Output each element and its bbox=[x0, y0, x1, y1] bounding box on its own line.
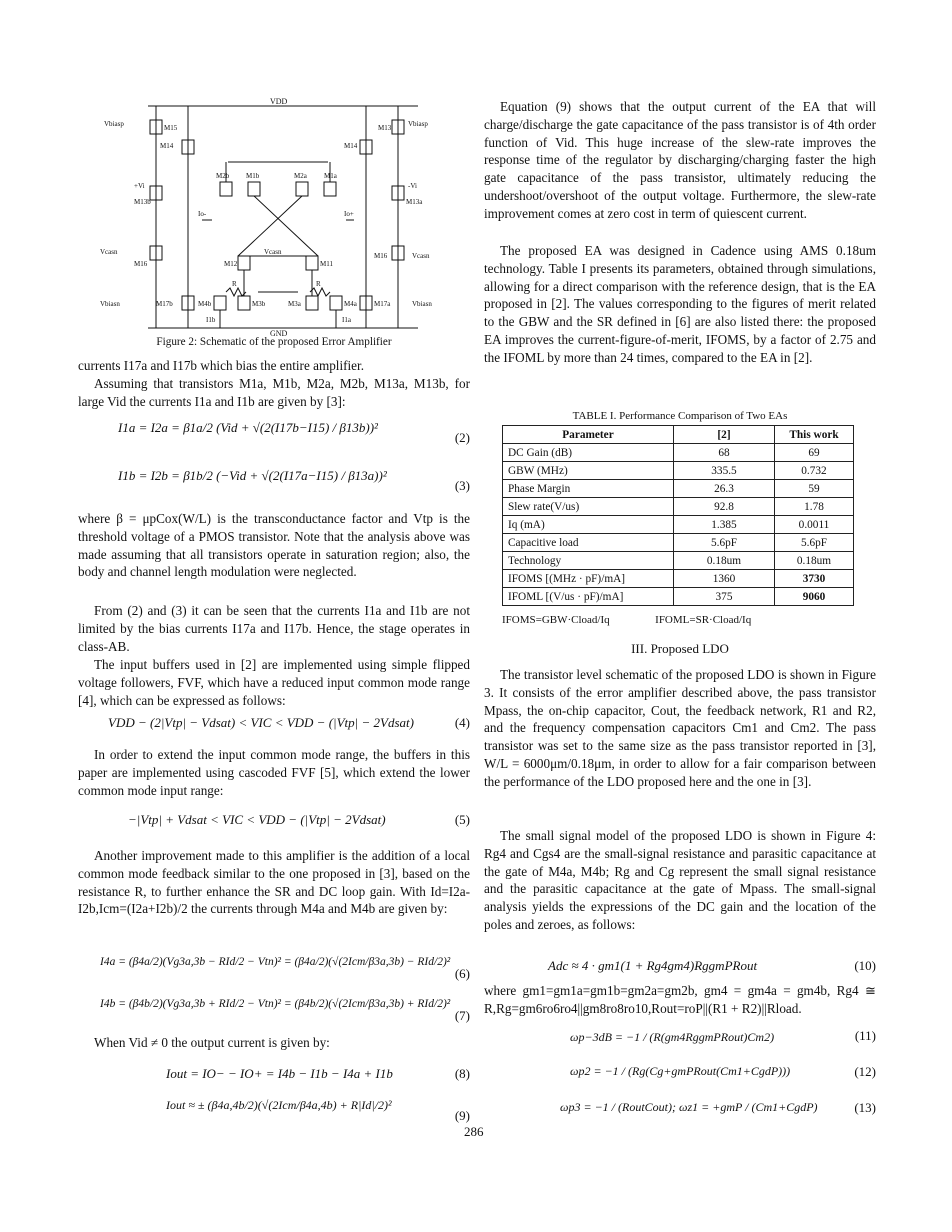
label-m17a: M17a bbox=[374, 300, 391, 308]
paragraph: Equation (9) shows that the output current of the EA that will charge/discharge the gate capacitance of the pass transistor is of 4th order function of Vid. This huge increase of the slew-rate improves the response time of the regulator by discharging/charging faster the high gate capacitance of the pass transistor, ultimately reducing the undershoot/overshoot of the output voltage. Furthermore, the slew-rate improvement comes at zero cost in term of quiescent current. bbox=[484, 99, 876, 221]
label-m1b: M1b bbox=[246, 172, 260, 180]
paragraph: In order to extend the input common mode range, the buffers in this paper are implemented using cascoded FVF [5], which extend the lower common mode input range: bbox=[78, 747, 470, 798]
table-cell: GBW (MHz) bbox=[503, 462, 674, 480]
label-r2: R bbox=[316, 280, 321, 288]
performance-table bbox=[502, 425, 854, 606]
table-cell: IFOMS [(MHz · pF)/mA] bbox=[503, 570, 674, 588]
table-footnote bbox=[502, 614, 842, 626]
equation-9: Iout ≈ ± (β4a,4b/2)(√(2Icm/β4a,4b) + R|Id|/2)² (9) bbox=[166, 1098, 470, 1123]
label-io-minus: Io- bbox=[198, 210, 207, 218]
equation-2: I1a = I2a = β1a/2 (Vid + √(2(I17b−I15) / β13b))² (2) bbox=[118, 420, 470, 445]
footnote-ifoms: IFOMS=GBW·Cload/Iq bbox=[502, 614, 610, 626]
label-i1b: I1b bbox=[206, 316, 216, 324]
label-m1a: M1a bbox=[324, 172, 337, 180]
label-vcasn-right: Vcasn bbox=[412, 252, 430, 260]
label-vbiasp-right: Vbiasp bbox=[408, 120, 428, 128]
table-cell: 0.0011 bbox=[775, 516, 854, 534]
label-vbiasp-left: Vbiasp bbox=[104, 120, 124, 128]
table-cell: 1.78 bbox=[775, 498, 854, 516]
label-m3a: M3a bbox=[288, 300, 301, 308]
figure-caption: Figure 2: Schematic of the proposed Error Amplifier bbox=[156, 336, 392, 348]
label-m2b: M2b bbox=[216, 172, 230, 180]
equation-10: Adc ≈ 4 · gm1(1 + Rg4gm4)RggmPRout (10) bbox=[548, 958, 876, 973]
equation-13: ωp3 = −1 / (RoutCout); ωz1 = +gmP / (Cm1+CgdP) (13) bbox=[560, 1100, 876, 1115]
table-row bbox=[503, 552, 854, 570]
paragraph: where β = μpCox(W/L) is the transconductance factor and Vtp is the threshold voltage of a PMOS transistor. Note that the analysis above was made assuming that all transistors operate in saturation region; also, the body and channel length modulation were neglected. bbox=[78, 511, 470, 580]
table-row bbox=[503, 570, 854, 588]
table-row bbox=[503, 444, 854, 462]
label-m13a: M13a bbox=[406, 198, 423, 206]
table-cell: 1.385 bbox=[674, 516, 775, 534]
paragraph: Assuming that transistors M1a, M1b, M2a, M2b, M13a, M13b, for large Vid the currents I1a and I1b are given by [3]: bbox=[78, 376, 470, 409]
table-row bbox=[503, 588, 854, 606]
equation-12: ωp2 = −1 / (Rg(Cg+gmPRout(Cm1+CgdP))) (12) bbox=[570, 1064, 876, 1079]
label-m2a: M2a bbox=[294, 172, 307, 180]
table-cell: 68 bbox=[674, 444, 775, 462]
label-m12: M12 bbox=[224, 260, 238, 268]
footnote-ifoml: IFOML=SR·Cload/Iq bbox=[655, 614, 752, 626]
table-header: Parameter bbox=[503, 426, 674, 444]
label-m17b: M17b bbox=[156, 300, 173, 308]
label-m13b: M13b bbox=[134, 198, 151, 206]
table-cell: Iq (mA) bbox=[503, 516, 674, 534]
equation-11: ωp−3dB = −1 / (R(gm4RggmPRout)Cm2) (11) bbox=[570, 1028, 876, 1044]
label-m14: M14 bbox=[160, 142, 174, 150]
label-vcasn-center: Vcasn bbox=[264, 248, 282, 256]
table-header-row bbox=[503, 426, 854, 444]
paragraph: When Vid ≠ 0 the output current is given by: bbox=[94, 1035, 330, 1050]
page-number: 286 bbox=[464, 1124, 484, 1139]
equation-7: I4b = (β4b/2)(Vg3a,3b + RId/2 − Vtn)² = (β4b/2)(√(2Icm/β3a,3b) + RId/2)² (7) bbox=[100, 998, 470, 1023]
table-cell: Capacitive load bbox=[503, 534, 674, 552]
paragraph: The transistor level schematic of the proposed LDO is shown in Figure 3. It consists of the error amplifier described above, the pass transistor Mpass, the on-chip capacitor, Cout, the feedback network, R1 and R2, and the frequency compensation capacitors Cm1 and Cm2. The pass transistor was set to the same size as the pass transistor reported in [3], W/L = 6000μm/0.18μm, in order to allow for a fair comparison between the performance of the LDO proposed here and the one in [3]. bbox=[484, 667, 876, 789]
paragraph: currents I17a and I17b which bias the entire amplifier. bbox=[78, 358, 364, 373]
table-cell: 69 bbox=[775, 444, 854, 462]
equation-3: I1b = I2b = β1b/2 (−Vid + √(2(I17a−I15) / β13a))² (3) bbox=[118, 468, 470, 493]
label-m14r: M14 bbox=[344, 142, 358, 150]
table-row bbox=[503, 516, 854, 534]
vdd-label: VDD bbox=[270, 97, 288, 106]
table-cell: IFOML [(V/us · pF)/mA] bbox=[503, 588, 674, 606]
table-cell: 0.732 bbox=[775, 462, 854, 480]
label-vin: -Vi bbox=[408, 182, 417, 190]
table-cell: Slew rate(V/us) bbox=[503, 498, 674, 516]
table-row bbox=[503, 480, 854, 498]
label-m4a: M4a bbox=[344, 300, 357, 308]
table-row bbox=[503, 498, 854, 516]
label-m4b: M4b bbox=[198, 300, 212, 308]
paragraph: The input buffers used in [2] are implemented using simple flipped voltage followers, FVF, which have a reduced input common mode range [4], which can be expressed as follows: bbox=[78, 657, 470, 708]
label-m11: M11 bbox=[320, 260, 333, 268]
table-cell: 92.8 bbox=[674, 498, 775, 516]
table-header: [2] bbox=[674, 426, 775, 444]
section-heading: III. Proposed LDO bbox=[631, 641, 729, 656]
equation-4: VDD − (2|Vtp| − Vdsat) < VIC < VDD − (|Vtp| − 2Vdsat) (4) bbox=[108, 715, 470, 730]
label-vcasn-left: Vcasn bbox=[100, 248, 118, 256]
table-row bbox=[503, 462, 854, 480]
table-cell: 335.5 bbox=[674, 462, 775, 480]
paragraph: where gm1=gm1a=gm1b=gm2a=gm2b, gm4 = gm4a = gm4b, Rg4 ≅ R,Rg=gm6ro6ro4||gm8ro8ro10,Rout=roP||(R1 + R2)||Rload. bbox=[484, 983, 876, 1016]
table-title: TABLE I. Performance Comparison of Two EAs bbox=[572, 410, 788, 422]
label-r1: R bbox=[232, 280, 237, 288]
label-m3b: M3b bbox=[252, 300, 266, 308]
label-m16b: M16 bbox=[134, 260, 148, 268]
table-cell: 0.18um bbox=[674, 552, 775, 570]
label-m13: M13 bbox=[378, 124, 392, 132]
table-cell: 3730 bbox=[775, 570, 854, 588]
equation-5: −|Vtp| + Vdsat < VIC < VDD − (|Vtp| − 2Vdsat) (5) bbox=[128, 812, 470, 827]
paragraph: From (2) and (3) it can be seen that the currents I1a and I1b are not limited by the bias currents I17a and I17b. Hence, the stage operates in class-AB. bbox=[78, 603, 470, 654]
table-cell: 0.18um bbox=[775, 552, 854, 570]
table-cell: 5.6pF bbox=[674, 534, 775, 552]
table-cell: 26.3 bbox=[674, 480, 775, 498]
label-vbiasn-left: Vbiasn bbox=[100, 300, 120, 308]
equation-8: Iout = IO− − IO+ = I4b − I1b − I4a + I1b (8) bbox=[166, 1066, 470, 1081]
table-cell: 59 bbox=[775, 480, 854, 498]
label-vbiasn-right: Vbiasn bbox=[412, 300, 432, 308]
label-m15: M15 bbox=[164, 124, 178, 132]
table-row bbox=[503, 534, 854, 552]
label-i1a: I1a bbox=[342, 316, 351, 324]
error-amplifier-schematic bbox=[98, 96, 458, 336]
table-header: This work bbox=[775, 426, 854, 444]
paragraph: The small signal model of the proposed LDO is shown in Figure 4: Rg4 and Cgs4 are the small-signal resistance and parasitic capacitance at the gate of M4a, M4b; Rg and Cg represent the small signal resistance and the parasitic capacitance at the gate of Mpass. The small-signal analysis yields the expressions of the DC gain and the location of the poles and zeroes, as follows: bbox=[484, 828, 876, 932]
table-cell: 9060 bbox=[775, 588, 854, 606]
gnd-label: GND bbox=[270, 329, 288, 336]
paragraph: Another improvement made to this amplifier is the addition of a local common mode feedback similar to the one proposed in [3], based on the resistance R, to further enhance the SR and DC loop gain. With Id=I2a-I2b,Icm=(I2a+I2b)/2 the currents through M4a and M4b are given by: bbox=[78, 848, 470, 917]
label-io-plus: Io+ bbox=[344, 210, 354, 218]
table-cell: 375 bbox=[674, 588, 775, 606]
table-cell: Technology bbox=[503, 552, 674, 570]
table-cell: 1360 bbox=[674, 570, 775, 588]
table-cell: Phase Margin bbox=[503, 480, 674, 498]
table-cell: DC Gain (dB) bbox=[503, 444, 674, 462]
table-cell: 5.6pF bbox=[775, 534, 854, 552]
label-m16a: M16 bbox=[374, 252, 388, 260]
paragraph: The proposed EA was designed in Cadence using AMS 0.18um technology. Table I presents its parameters, obtained through simulations, allowing for a direct comparison with the reference design, that is the EA proposed in [2]. The values corresponding to the figures of merit related to the GBW and the SR defined in [6] are also listed there: the proposed EA improves the current-figure-of-merit, IFOMS, by a factor of 2.75 and the IFOML by more than 24 times, compared to the EA in [2]. bbox=[484, 243, 876, 365]
label-vip: +Vi bbox=[134, 182, 145, 190]
equation-6: I4a = (β4a/2)(Vg3a,3b − RId/2 − Vtn)² = (β4a/2)(√(2Icm/β3a,3b) − RId/2)² (6) bbox=[100, 956, 470, 981]
